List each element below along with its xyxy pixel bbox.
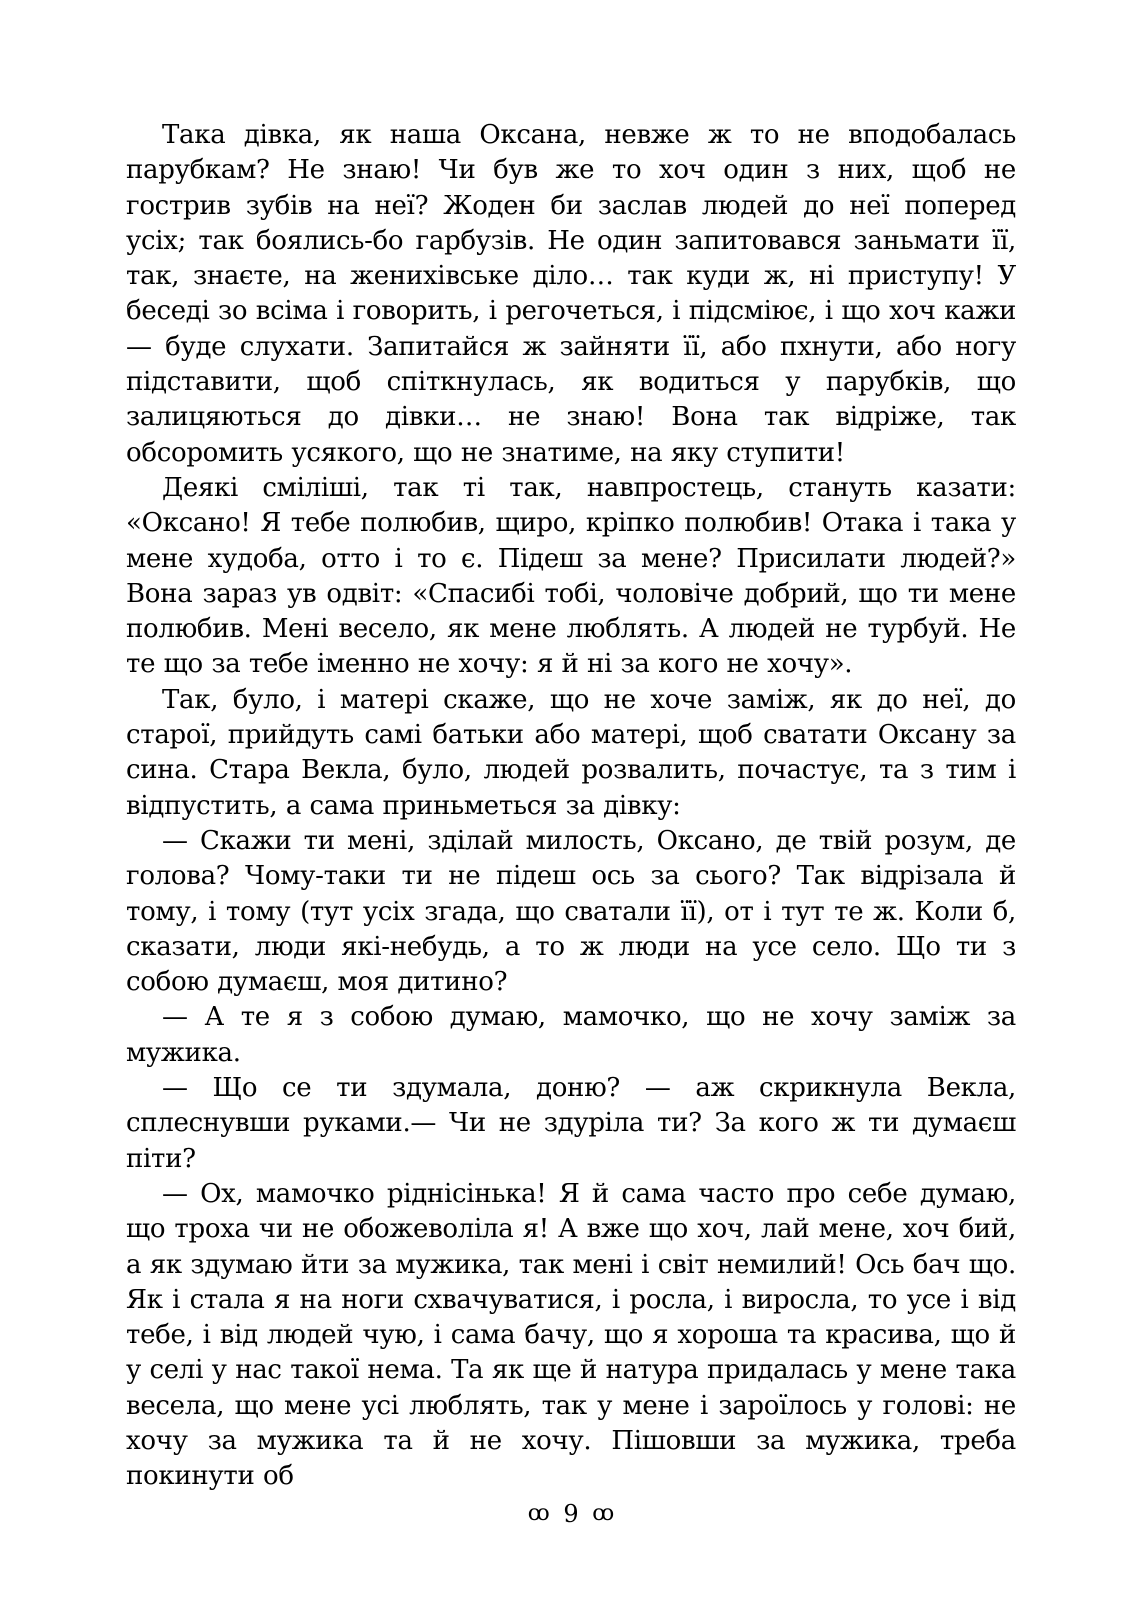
page-content [126,118,1016,1495]
paragraph: Така дівка, як наша Оксана, невже ж то не вподобалась парубкам? Не знаю! Чи був же то хоч один з них, щоб не гострив зубів на неї? Жоден би заслав людей до неї поперед усіх; так боялись-бо гарбузів. Не один запитовався заньмати її, так, знаєте, на женихівське діло… так куди ж, ні приступу! У беседі зо всіма і говорить, і регочеться, і підсміює, і що хоч кажи — буде слухати. Запитайся ж зайняти її, або пхнути, або ногу підставити, щоб спіткнулась, як водиться у парубків, що залицяються до дівки… не знаю! Вона так відріже, так обсоромить усякого, що не знатиме, на яку ступити! [126,120,1016,468]
dialogue-paragraph: — Що се ти здумала, доню? — аж скрикнула Векла, сплеснувши руками.— Чи не здуріла ти? За кого ж ти думаєш піти? [126,1073,1016,1174]
ornament-left-icon: ꝏ [527,1501,550,1526]
body-text [126,118,1016,1495]
paragraph: Так, було, і матері скаже, що не хоче заміж, як до неї, до старої, прийдуть самі батьки або матері, щоб сватати Оксану за сина. Стара Векла, було, людей розвалить, почастує, та з тим і відпустить, а сама приньметься за дівку: [126,684,1016,821]
dialogue-paragraph: — А те я з собою думаю, мамочко, що не хочу заміж за мужика. [126,1002,1016,1068]
page-footer [0,1498,1142,1528]
paragraph: Деякі сміліші, так ті так, навпростець, стануть казати: «Оксано! Я тебе полюбив, щиро, кріпко полюбив! Отака і така у мене худоба, отто і то є. Підеш за мене? Присилати людей?» Вона зараз ув одвіт: «Спасибі тобі, чоловіче добрий, що ти мене полюбив. Мені весело, як мене люблять. А людей не турбуй. Не те що за тебе іменно не хочу: я й ні за кого не хочу». [126,472,1016,680]
page-number: 9 [563,1499,579,1528]
dialogue-paragraph: — Ох, мамочко ріднісінька! Я й сама часто про себе думаю, що троха чи не обожеволіла я! А вже що хоч, лай мене, хоч бий, а як здумаю йти за мужика, так мені і світ немилий! Ось бач що. Як і стала я на ноги схвачуватися, і росла, і виросла, то усе і від тебе, і від людей чую, і сама бачу, що я хороша та красива, що й у селі у нас такої нема. Та як ще й натура придалась у мене така весела, що мене усі люблять, так у мене і зароїлось у голові: не хочу за мужика та й не хочу. Пішовши за мужика, треба покинути об [126,1178,1016,1492]
ornament-right-icon: ꝏ [592,1501,615,1526]
dialogue-paragraph: — Скажи ти мені, зділай милость, Оксано, де твій розум, де голова? Чому-таки ти не підеш ось за сього? Так відрізала й тому, і тому (тут усіх згада, що сватали її), от і тут те ж. Коли б, сказати, люди які-небудь, а то ж люди на усе село. Що ти з собою думаєш, моя дитино? [126,825,1016,998]
